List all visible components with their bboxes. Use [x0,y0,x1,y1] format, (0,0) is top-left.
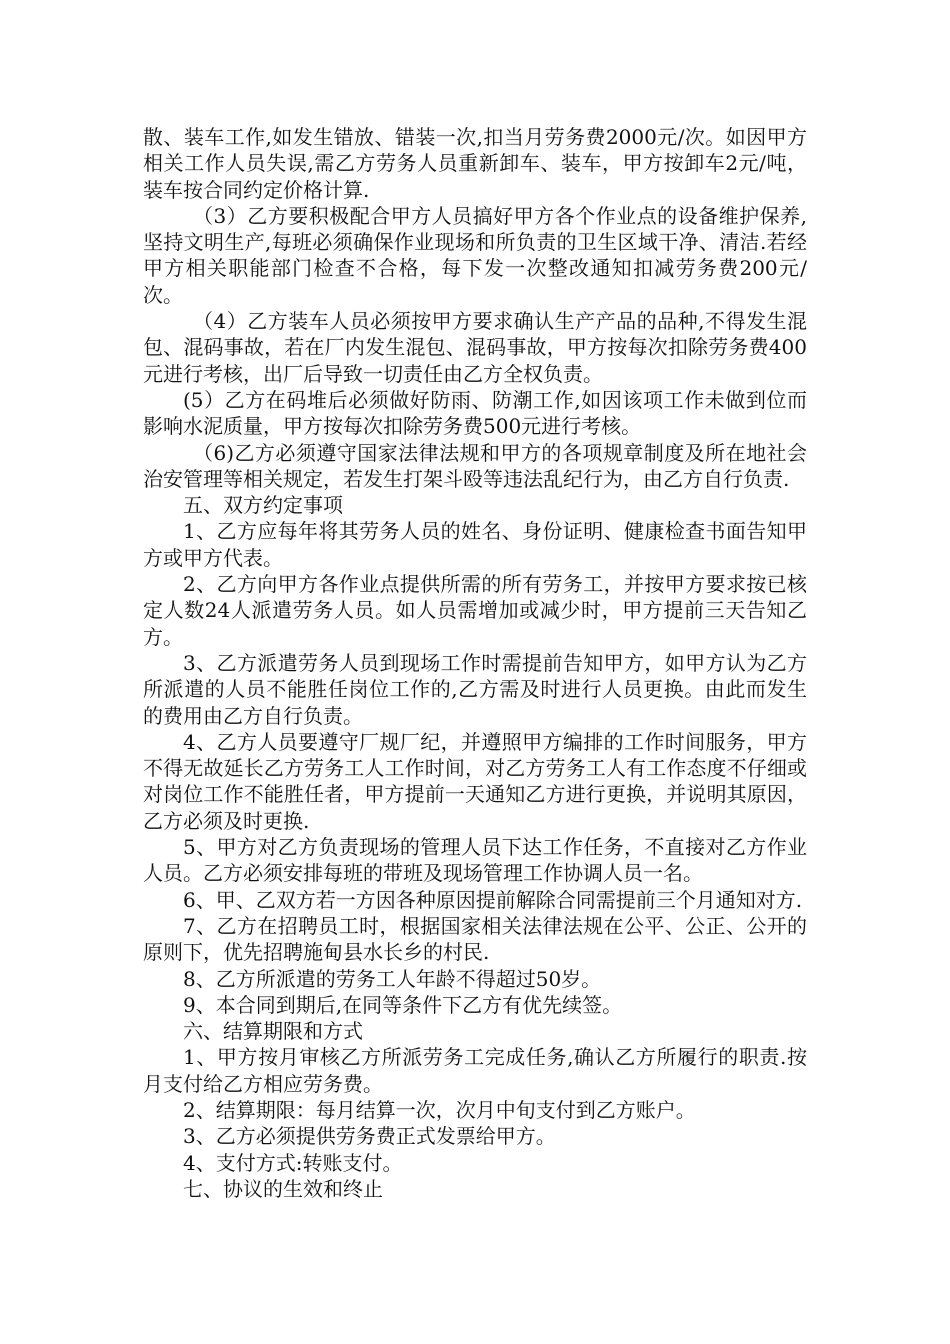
paragraph: 1、甲方按月审核乙方所派劳务工完成任务,确认乙方所履行的职责.按月支付给乙方相应劳务费。 [143,1045,807,1096]
paragraph: 5、甲方对乙方负责现场的管理人员下达工作任务，不直接对乙方作业人员。乙方必须安排每班的带班及现场管理工作协调人员一名。 [143,835,807,886]
paragraph: 散、装车工作,如发生错放、错装一次,扣当月劳务费2000元/次。如因甲方相关工作人员失误,需乙方劳务人员重新卸车、装车，甲方按卸车2元/吨，装车按合同约定价格计算. [143,125,807,202]
paragraph: 2、结算期限：每月结算一次，次月中旬支付到乙方账户。 [183,1097,696,1122]
paragraph: 4、支付方式:转账支付。 [183,1150,403,1175]
section-heading: 六、结算期限和方式 [183,1019,363,1044]
paragraph: 3、乙方必须提供劳务费正式发票给甲方。 [183,1124,556,1149]
paragraph: 2、乙方向甲方各作业点提供所需的所有劳务工，并按甲方要求按已核定人数24人派遣劳务人员。如人员需增加或减少时，甲方提前三天告知乙方。 [143,572,807,649]
paragraph: (5）乙方在码堆后必须做好防雨、防潮工作,如因该项工作未做到位而影响水泥质量，甲方按每次扣除劳务费500元进行考核。 [143,387,807,439]
paragraph: （3）乙方要积极配合甲方人员搞好甲方各个作业点的设备维护保养,坚持文明生产,每班必须确保作业现场和所负责的卫生区域干净、清洁.若经甲方相关职能部门检查不合格，每下发一次整改通知扣减劳务费200元/次。 [143,203,807,307]
document-body [143,124,807,1202]
paragraph: 6、甲、乙双方若一方因各种原因提前解除合同需提前三个月通知对方. [183,887,803,912]
section-heading: 五、双方约定事项 [183,493,343,518]
paragraph: （6)乙方必须遵守国家法律法规和甲方的各项规章制度及所在地社会治安管理等相关规定，若发生打架斗殴等违法乱纪行为，由乙方自行负责. [143,440,807,491]
paragraph: 1、乙方应每年将其劳务人员的姓名、身份证明、健康检查书面告知甲方或甲方代表。 [143,519,807,570]
paragraph: 7、乙方在招聘员工时，根据国家相关法律法规在公平、公正、公开的原则下，优先招聘施甸县水长乡的村民. [143,913,807,965]
paragraph: 9、本合同到期后,在同等条件下乙方有优先续签。 [183,992,623,1017]
section-heading: 七、协议的生效和终止 [183,1176,383,1201]
paragraph: 8、乙方所派遣的劳务工人年龄不得超过50岁。 [183,966,602,991]
paragraph: 4、乙方人员要遵守厂规厂纪，并遵照甲方编排的工作时间服务，甲方不得无故延长乙方劳务工人工作时间，对乙方劳务工人有工作态度不仔细或对岗位工作不能胜任者，甲方提前一天通知乙方进行更换，并说明其原因，乙方必须及时更换. [143,729,807,833]
paragraph: 3、乙方派遣劳务人员到现场工作时需提前告知甲方，如甲方认为乙方所派遣的人员不能胜任岗位工作的,乙方需及时进行人员更换。由此而发生的费用由乙方自行负责。 [143,650,807,728]
paragraph: （4）乙方装车人员必须按甲方要求确认生产产品的品种,不得发生混包、混码事故，若在厂内发生混包、混码事故，甲方按每次扣除劳务费400元进行考核，出厂后导致一切责任由乙方全权负责。 [143,309,807,386]
